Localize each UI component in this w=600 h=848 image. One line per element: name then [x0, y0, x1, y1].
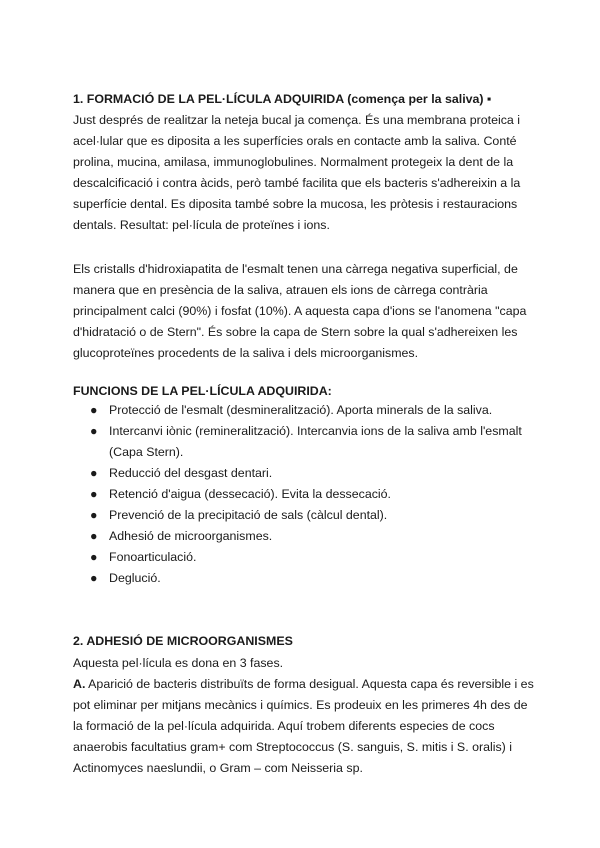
- list-item: [73, 568, 522, 589]
- text-line: pot eliminar per mitjans mecànics i químics. Es prodeuix en les primeres 4h des de: [73, 698, 528, 712]
- phase-a-first-line: [73, 674, 533, 695]
- text-line: superfície dental. Es diposita també sobre la mucosa, les pròtesis i restauracions: [73, 197, 518, 211]
- list-item-text: Deglució.: [109, 571, 161, 585]
- section2-body: [73, 653, 533, 779]
- bullet-icon: ●: [90, 403, 98, 417]
- list-item-text: Fonoarticulació.: [109, 550, 197, 564]
- section2-intro: Aquesta pel·lícula es dona en 3 fases.: [73, 656, 284, 670]
- section1-paragraph-1: [73, 110, 533, 236]
- text-line: dentals. Resultat: pel·lícula de proteïnes i ions.: [73, 218, 330, 232]
- text-line: descalcificació i contra àcids, però també facilita que els bacteris s'adhereixin a la: [73, 176, 521, 190]
- text-line: Just després de realitzar la neteja bucal ja comença. És una membrana proteica i: [73, 113, 520, 127]
- text-line: d'hidratació o de Stern". És sobre la capa de Stern sobre la qual s'adhereixen les: [73, 325, 518, 339]
- functions-heading: FUNCIONS DE LA PEL·LÍCULA ADQUIRIDA:: [73, 384, 332, 398]
- list-item-text: (Capa Stern).: [109, 445, 184, 459]
- bullet-icon: ●: [90, 508, 98, 522]
- phase-a-label: A.: [73, 677, 86, 691]
- text-line: prolina, mucina, amilasa, immunoglobulines. Normalment protegeix la dent de la: [73, 155, 514, 169]
- list-item: [73, 400, 522, 421]
- section1-paragraph-2: [73, 259, 533, 364]
- text-line: glucoproteïnes procedents de la saliva i dels microorganismes.: [73, 346, 419, 360]
- list-item: [73, 526, 522, 547]
- bullet-icon: ●: [90, 487, 98, 501]
- list-item: [73, 463, 522, 484]
- list-item-text: Retenció d'aigua (dessecació). Evita la dessecació.: [109, 487, 391, 501]
- bullet-icon: ●: [90, 571, 98, 585]
- phase-a-text: Aparició de bacteris distribuïts de forma desigual. Aquesta capa és reversible i es: [85, 677, 534, 691]
- list-item: [73, 421, 522, 463]
- text-line: Actinomyces naeslundii, o Gram – com Neisseria sp.: [73, 761, 363, 775]
- section1-heading: 1. FORMACIÓ DE LA PEL·LÍCULA ADQUIRIDA (comença per la saliva) ▪: [73, 92, 492, 106]
- bullet-icon: ●: [90, 466, 98, 480]
- text-line: principalment calci (90%) i fosfat (10%). A aquesta capa d'ions se l'anomena "capa: [73, 304, 527, 318]
- list-item: [73, 484, 522, 505]
- functions-list: [73, 400, 522, 589]
- list-item-text: Adhesió de microorganismes.: [109, 529, 273, 543]
- bullet-icon: ●: [90, 424, 98, 438]
- list-item-text: Prevenció de la precipitació de sals (càlcul dental).: [109, 508, 388, 522]
- text-line: anaerobis facultatius gram+ com Streptococcus (S. sanguis, S. mitis i S. oralis) i: [73, 740, 513, 754]
- list-item: [73, 505, 522, 526]
- list-item-text: Reducció del desgast dentari.: [109, 466, 273, 480]
- bullet-icon: ●: [90, 529, 98, 543]
- text-line: acel·lular que es diposita a les superfícies orals en contacte amb la saliva. Conté: [73, 134, 517, 148]
- section2-heading: 2. ADHESIÓ DE MICROORGANISMES: [73, 634, 293, 648]
- text-line: manera que en presència de la saliva, atrauen els ions de càrrega contrària: [73, 283, 488, 297]
- text-line: Els cristalls d'hidroxiapatita de l'esmalt tenen una càrrega negativa superficial, de: [73, 262, 518, 276]
- list-item-text: Protecció de l'esmalt (desmineralització). Aporta minerals de la saliva.: [109, 403, 493, 417]
- text-line: la formació de la pel·lícula adquirida. Aquí trobem diferents especies de cocs: [73, 719, 495, 733]
- bullet-icon: ●: [90, 550, 98, 564]
- list-item: [73, 547, 522, 568]
- list-item-text: Intercanvi iònic (remineralització). Intercanvia ions de la saliva amb l'esmalt: [109, 424, 522, 438]
